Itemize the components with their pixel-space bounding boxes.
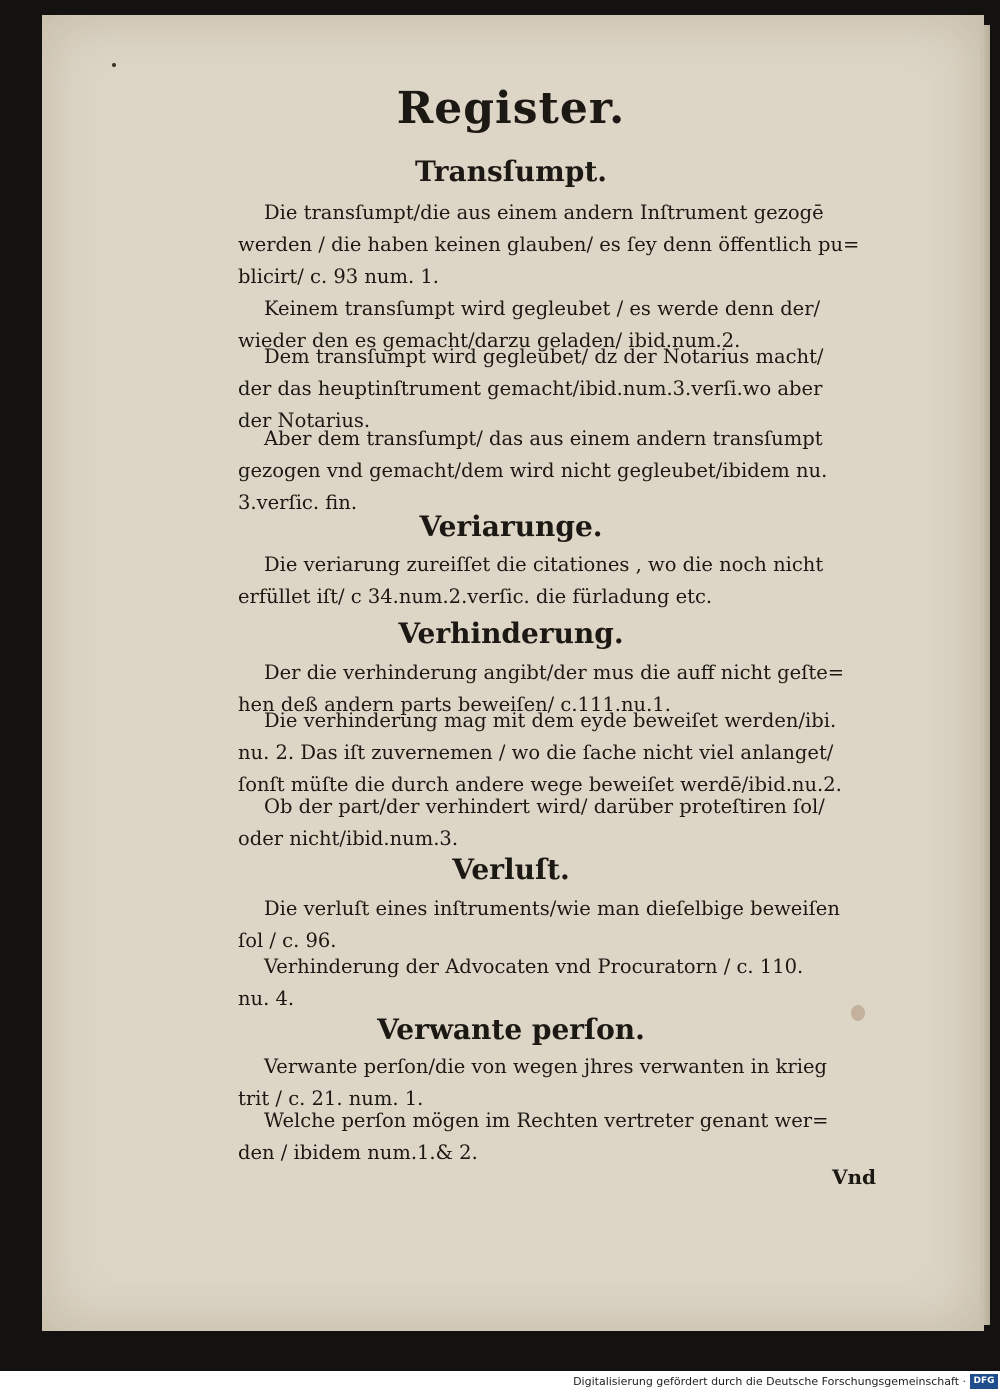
section-heading-transsumpt: Transſumpt.	[414, 155, 608, 188]
entry: Die verhinderung mag mit dem eyde beweiſet werden/ibi. nu. 2. Das iſt zuvernemen / wo die ſache nicht viel anlanget/ ſonſt müſte die durch andere wege beweiſet werdē/ibid.nu.2.	[238, 709, 842, 796]
entry: Der die verhinderung angibt/der mus die auff nicht geſte= hen deß andern parts beweiſen/ c.111.nu.1.	[238, 661, 845, 716]
section-heading-verlust: Verluſt.	[452, 853, 570, 886]
entry: Dem transſumpt wird gegleubet/ dz der Notarius macht/ der das heuptinſtrument gemacht/ibid.num.3.verſi.wo aber der Notarius.	[238, 345, 824, 432]
entry: Keinem transſumpt wird gegleubet / es werde denn der/ wieder den es gemacht/darzu geladen/ ibid.num.2.	[238, 297, 821, 352]
entry: Aber dem transſumpt/ das aus einem andern transſumpt gezogen vnd gemacht/dem wird nicht gegleubet/ibidem nu. 3.verſic. fin.	[238, 427, 828, 514]
entry: Verwante perſon/die von wegen jhres verwanten in krieg trit / c. 21. num. 1.	[238, 1055, 827, 1110]
section-heading-verhinderung: Verhinderung.	[398, 617, 624, 650]
book-page	[42, 15, 984, 1331]
page-content	[42, 15, 980, 1331]
entry: Verhinderung der Advocaten vnd Procuratorn / c. 110. nu. 4.	[238, 955, 804, 1010]
catchword: Vnd	[832, 1165, 877, 1189]
ink-dot	[112, 63, 116, 67]
entry: Welche perſon mögen im Rechten vertreter genant wer= den / ibidem num.1.& 2.	[238, 1109, 829, 1164]
footer-bar	[0, 1371, 1000, 1393]
section-heading-veriarunge: Veriarunge.	[419, 510, 603, 543]
entry: Die transſumpt/die aus einem andern Inſtrument gezogē werden / die haben keinen glauben/ es ſey denn öffentlich pu= blicirt/ c. 93 num. 1.	[238, 201, 860, 288]
footer-credit: Digitalisierung gefördert durch die Deutsche Forschungsgemeinschaft ·	[573, 1375, 966, 1388]
dfg-logo-icon: DFG	[970, 1374, 998, 1389]
entry: Ob der part/der verhindert wird/ darüber proteſtiren ſol/ oder nicht/ibid.num.3.	[238, 795, 825, 850]
entry: Die veriarung zureiſſet die citationes , wo die noch nicht erfüllet iſt/ c 34.num.2.verſic. die fürladung etc.	[238, 553, 824, 608]
section-heading-verwante-person: Verwante perſon.	[377, 1013, 645, 1046]
running-head: Register.	[396, 83, 626, 134]
entry: Die verluſt eines inſtruments/wie man dieſelbige beweiſen ſol / c. 96.	[238, 897, 840, 952]
